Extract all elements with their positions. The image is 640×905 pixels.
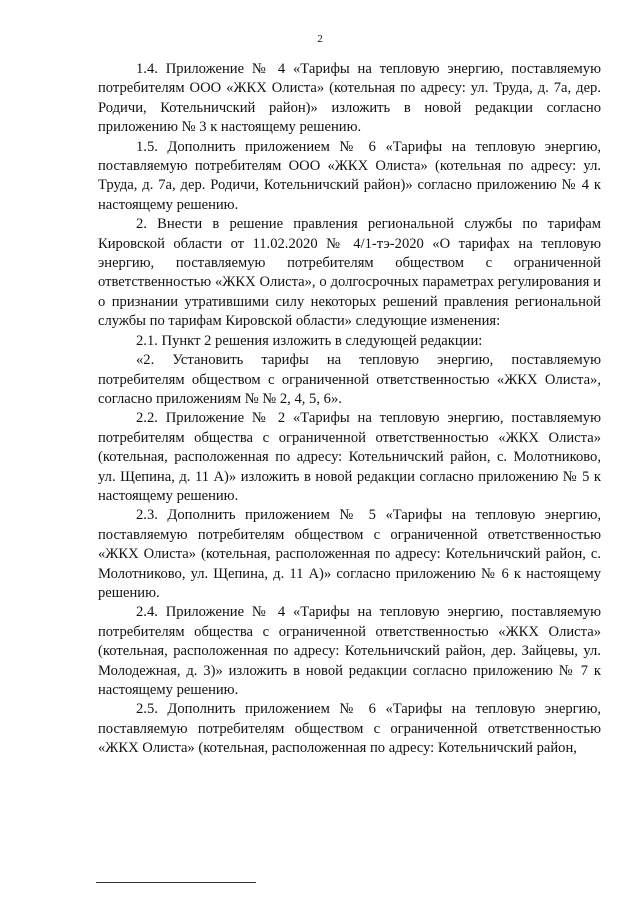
paragraph-2-4: 2.4. Приложение № 4 «Тарифы на тепловую энергию, поставляемую потребителям общества с ограниченной ответственностью «ЖКХ Олиста» (котельная, расположенная по адресу: Котельничский район, дер. Зайцевы, ул. Молодежная, д. 3)» изложить в новой редакции согласно приложению № 7 к настоящему решению. (98, 604, 601, 698)
paragraph-2: 2. Внести в решение правления региональной службы по тарифам Кировской области от 11.02.2020 № 4/1-тэ-2020 «О тарифах на тепловую энергию, поставляемую потребителям обществом с ограниченной ответственностью «ЖКХ Олиста», о долгосрочных параметрах регулирования и о признании утратившими силу некоторых решений правления региональной службы по тарифам Кировской области» следующие изменения: (98, 216, 601, 330)
paragraph-2-2: 2.2. Приложение № 2 «Тарифы на тепловую энергию, поставляемую потребителям общества с ограниченной ответственностью «ЖКХ Олиста» (котельная, расположенная по адресу: Котельничский район, с. Молотниково, ул. Щепина, д. 11 А)» изложить в новой редакции согласно приложению № 5 к настоящему решению. (98, 410, 601, 504)
paragraph-1-4: 1.4. Приложение № 4 «Тарифы на тепловую энергию, поставляемую потребителям ООО «ЖКХ Олиста» (котельная по адресу: ул. Труда, д. 7а, дер. Родичи, Котельничский район)» изложить в новой редакции согласно приложению № 3 к настоящему решению. (98, 61, 601, 136)
paragraph-quoted-2: «2. Установить тарифы на тепловую энергию, поставляемую потребителям обществом с ограниченной ответственностью «ЖКХ Олиста», согласно приложениям № № 2, 4, 5, 6». (98, 352, 601, 407)
footer-divider (96, 882, 256, 883)
document-body (98, 60, 601, 759)
paragraph-2-5: 2.5. Дополнить приложением № 6 «Тарифы на тепловую энергию, поставляемую потребителям обществом с ограниченной ответственностью «ЖКХ Олиста» (котельная, расположенная по адресу: Котельничский район, (98, 701, 601, 757)
paragraph-2-3: 2.3. Дополнить приложением № 5 «Тарифы на тепловую энергию, поставляемую потребителям обществом с ограниченной ответственностью «ЖКХ Олиста» (котельная, расположенная по адресу: Котельничский район, с. Молотниково, ул. Щепина, д. 11 А)» согласно приложению № 6 к настоящему решению. (98, 507, 601, 601)
page-number: 2 (317, 33, 323, 45)
paragraph-1-5: 1.5. Дополнить приложением № 6 «Тарифы на тепловую энергию, поставляемую потребителям ООО «ЖКХ Олиста» (котельная по адресу: ул. Труда, д. 7а, дер. Родичи, Котельничский район)» согласно приложению № 4 к настоящему решению. (98, 138, 601, 213)
paragraph-2-1: 2.1. Пункт 2 решения изложить в следующей редакции: (136, 332, 483, 349)
